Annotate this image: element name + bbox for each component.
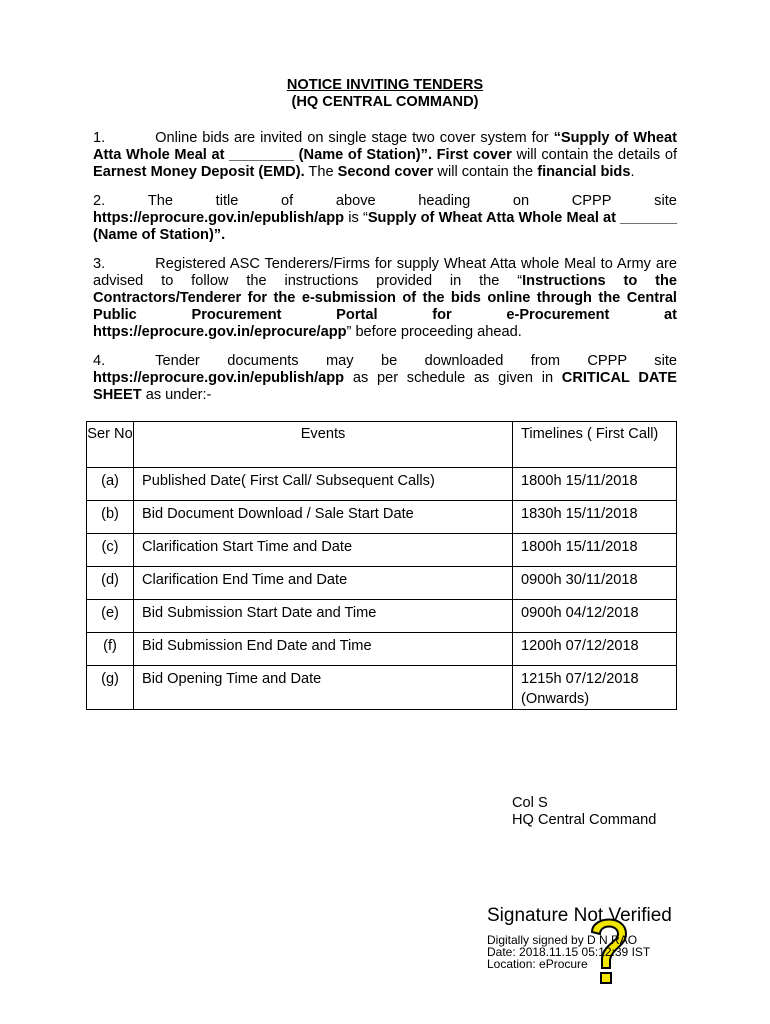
row-event-text: Published Date( First Call/ Subsequent Calls) [142, 473, 435, 489]
row-timeline-text: 0900h 04/12/2018 [521, 605, 639, 621]
signer-name: Col S [512, 795, 548, 811]
table-row [87, 567, 677, 600]
row-timeline-text: 1800h 15/11/2018 [521, 473, 638, 489]
row-event [134, 633, 513, 666]
row-timeline-text: 0900h 30/11/2018 [521, 572, 638, 588]
signer-unit: HQ Central Command [512, 812, 657, 828]
epublish-link[interactable]: https://eprocure.gov.in/epublish/app [93, 370, 345, 386]
table-row [87, 468, 677, 501]
row-ser-no [87, 567, 134, 600]
row-event-text: Clarification Start Time and Date [142, 539, 353, 555]
row-timeline [513, 468, 677, 501]
critical-date-sheet-table [86, 421, 677, 710]
signer-block [512, 795, 656, 829]
row-ser-no [87, 468, 134, 501]
instructions-link[interactable]: Instructions to the Contractors/Tenderer for the e-submission of the bids online through the Central Public Procurement Portal for e-Procurement at https://eprocure.gov.in/eprocure/app [93, 273, 677, 340]
paragraph-1: 1. Online bids are invited on single stage two cover system for “Supply of Wheat Atta Whole Meal at ________ (Name of Station)”. First cover will contain the details of Earnest Money Deposit (EMD). The Second cover will contain the financial bids. [93, 130, 677, 180]
row-ser-no-text: (d) [101, 572, 119, 588]
table-row [87, 600, 677, 633]
row-timeline [513, 666, 677, 710]
header-events: Events [134, 422, 513, 468]
row-event-text: Bid Submission End Date and Time [142, 638, 372, 654]
signature-signed-by: Digitally signed by D N RAO [487, 933, 638, 947]
row-timeline-text: 1215h 07/12/2018 [521, 671, 639, 687]
header-timelines: Timelines ( First Call) [513, 422, 677, 468]
table-row [87, 633, 677, 666]
row-timeline [513, 534, 677, 567]
row-ser-no-text: (f) [103, 638, 117, 654]
row-event [134, 600, 513, 633]
paragraph-2-line-1: 2. The title of above heading on CPPP site [93, 193, 677, 209]
table-row [87, 501, 677, 534]
row-ser-no [87, 633, 134, 666]
signature-location: Location: eProcure [487, 957, 588, 971]
row-event [134, 501, 513, 534]
row-event [134, 567, 513, 600]
signature-details [487, 934, 687, 970]
paragraph-3-number: 3. [93, 256, 106, 272]
notice-title-block [93, 77, 677, 111]
row-ser-no [87, 534, 134, 567]
notice-document [93, 77, 677, 404]
row-ser-no-text: (a) [101, 473, 119, 489]
paragraph-4-number: 4. [93, 353, 106, 369]
row-ser-no [87, 501, 134, 534]
row-ser-no [87, 600, 134, 633]
row-timeline-text: 1800h 15/11/2018 [521, 539, 638, 555]
row-ser-no [87, 666, 134, 710]
row-timeline [513, 600, 677, 633]
table-header-row [87, 422, 677, 468]
signature-status: Signature Not Verified [487, 905, 672, 926]
table-body [87, 468, 677, 710]
row-timeline-text: 1200h 07/12/2018 [521, 638, 639, 654]
row-event [134, 468, 513, 501]
notice-title: NOTICE INVITING TENDERS [286, 77, 484, 93]
notice-subtitle: (HQ CENTRAL COMMAND) [291, 94, 479, 110]
row-ser-no-text: (c) [101, 539, 119, 555]
row-ser-no-text: (b) [101, 506, 119, 522]
row-ser-no-text: (e) [101, 605, 119, 621]
paragraph-2: 2. The title of above heading on CPPP site https://eprocure.gov.in/epublish/app is “Supply of Wheat Atta Whole Meal at _______ (Name of Station)”. [93, 193, 677, 243]
row-event [134, 534, 513, 567]
row-timeline-note: (Onwards) [521, 691, 590, 707]
row-timeline [513, 567, 677, 600]
row-event-text: Bid Document Download / Sale Start Date [142, 506, 414, 522]
paragraph-1-number: 1. [93, 130, 106, 146]
cppp-link[interactable]: https://eprocure.gov.in/epublish/app [93, 210, 345, 226]
signature-date: Date: 2018.11.15 05:12:39 IST [487, 945, 651, 959]
row-event-text: Clarification End Time and Date [142, 572, 348, 588]
paragraph-4: 4. Tender documents may be downloaded from CPPP site https://eprocure.gov.in/epublish/app as per schedule as given in CRITICAL DATE SHEET as under:- [93, 353, 678, 403]
paragraph-3: 3. Registered ASC Tenderers/Firms for supply Wheat Atta whole Meal to Army are advised to follow the instructions provided in the “Instructions to the Contractors/Tenderer for the e-submission of the bids online through the Central Public Procurement Portal for e-Procurement at https://eprocure.gov.in/eprocure/app” before proceeding ahead. [93, 256, 677, 340]
row-event [134, 666, 513, 710]
row-event-text: Bid Opening Time and Date [142, 671, 322, 687]
table-row [87, 666, 677, 710]
row-timeline [513, 633, 677, 666]
digital-signature-block [487, 905, 687, 970]
row-event-text: Bid Submission Start Date and Time [142, 605, 377, 621]
row-timeline [513, 501, 677, 534]
row-ser-no-text: (g) [101, 671, 119, 687]
row-timeline-text: 1830h 15/11/2018 [521, 506, 638, 522]
header-ser-no: Ser No [87, 422, 134, 468]
table-row [87, 534, 677, 567]
